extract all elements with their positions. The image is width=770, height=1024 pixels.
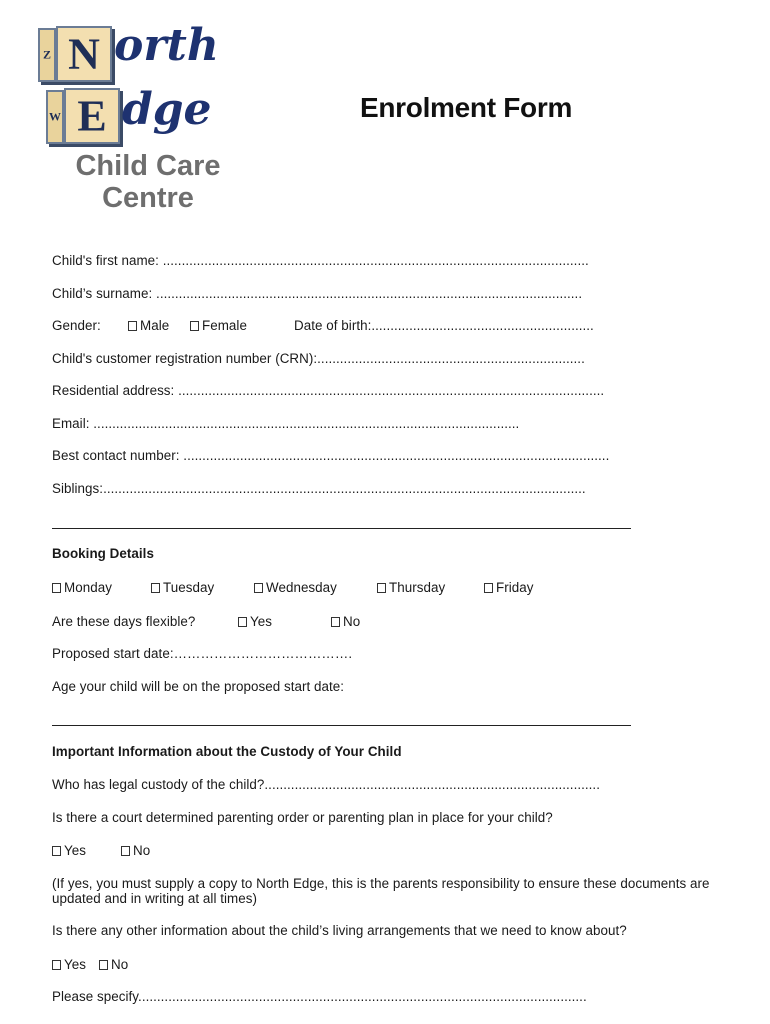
- flexible-yes-checkbox[interactable]: [238, 617, 247, 627]
- living-arrangements-question: Is there any other information about the child’s living arrangements that we need to know about?: [52, 923, 627, 938]
- start-date-field[interactable]: Proposed start date:………………………………….: [52, 646, 353, 661]
- logo-block-side-letter: W: [49, 109, 61, 124]
- gender-male-option[interactable]: [128, 318, 169, 334]
- court-yes-option[interactable]: [52, 843, 86, 859]
- thursday-checkbox[interactable]: [377, 583, 386, 593]
- contact-number-field[interactable]: Best contact number: .................................................................................................................: [52, 448, 610, 463]
- court-yes-checkbox[interactable]: [52, 846, 61, 856]
- wednesday-checkbox[interactable]: [254, 583, 263, 593]
- logo-letter-e: E: [77, 91, 107, 141]
- living-no-checkbox[interactable]: [99, 960, 108, 970]
- tuesday-checkbox[interactable]: [151, 583, 160, 593]
- monday-checkbox[interactable]: [52, 583, 61, 593]
- booking-heading: Booking Details: [52, 546, 154, 561]
- logo-script-orth: orth: [114, 20, 219, 71]
- living-yes-checkbox[interactable]: [52, 960, 61, 970]
- yes-label: Yes: [250, 614, 272, 629]
- day-option-tuesday[interactable]: [151, 580, 214, 596]
- day-label: Wednesday: [266, 580, 337, 595]
- day-option-friday[interactable]: [484, 580, 534, 596]
- logo-centre: Centre: [102, 182, 194, 214]
- living-no-option[interactable]: [99, 957, 128, 973]
- day-label: Thursday: [389, 580, 446, 595]
- siblings-field[interactable]: Siblings:................................................................................................................................: [52, 481, 586, 496]
- custody-heading: Important Information about the Custody of Your Child: [52, 744, 402, 759]
- no-label: No: [111, 957, 129, 972]
- day-option-thursday[interactable]: [377, 580, 445, 596]
- logo-script-dge: dge: [122, 84, 212, 135]
- address-field[interactable]: Residential address: .................................................................................................................: [52, 383, 605, 398]
- form-title: Enrolment Form: [360, 92, 573, 123]
- logo-letter-n: N: [68, 29, 100, 79]
- day-label: Tuesday: [163, 580, 215, 595]
- flexible-no-checkbox[interactable]: [331, 617, 340, 627]
- logo-child-care: Child Care: [75, 150, 221, 182]
- logo-block-e: [46, 90, 64, 144]
- flexible-question: Are these days flexible?: [52, 614, 196, 629]
- logo-block-n: [38, 28, 56, 82]
- logo-block-e-front: [64, 88, 120, 144]
- yes-label: Yes: [64, 957, 86, 972]
- court-order-question: Is there a court determined parenting order or parenting plan in place for your child?: [52, 810, 553, 825]
- please-specify-field[interactable]: Please specify.......................................................................................................................: [52, 989, 587, 1004]
- flexible-no-option[interactable]: [331, 614, 360, 630]
- flexible-yes-option[interactable]: [238, 614, 272, 630]
- gender-female-option[interactable]: [190, 318, 247, 334]
- court-no-checkbox[interactable]: [121, 846, 130, 856]
- legal-custody-field[interactable]: Who has legal custody of the child?.........................................................................................: [52, 777, 600, 792]
- no-label: No: [133, 843, 151, 858]
- day-option-monday[interactable]: [52, 580, 112, 596]
- male-checkbox[interactable]: [128, 321, 137, 331]
- gender-label: Gender:: [52, 318, 101, 333]
- custody-note-line1: (If yes, you must supply a copy to North Edge, this is the parents responsibility to ensure these documents are: [52, 876, 710, 891]
- north-edge-logo: [30, 20, 270, 220]
- logo-block-n-front: [56, 26, 112, 82]
- date-of-birth-field[interactable]: Date of birth:...........................................................: [294, 318, 594, 333]
- section-divider: [52, 528, 631, 529]
- email-field[interactable]: Email: .................................................................................................................: [52, 416, 520, 431]
- yes-label: Yes: [64, 843, 86, 858]
- crn-field[interactable]: Child's customer registration number (CRN):.......................................................................: [52, 351, 585, 366]
- friday-checkbox[interactable]: [484, 583, 493, 593]
- day-option-wednesday[interactable]: [254, 580, 337, 596]
- section-divider: [52, 725, 631, 726]
- day-label: Monday: [64, 580, 112, 595]
- logo-block-side-letter: Z: [42, 47, 51, 62]
- female-checkbox[interactable]: [190, 321, 199, 331]
- custody-note-line2: updated and in writing at all times): [52, 891, 257, 906]
- court-no-option[interactable]: [121, 843, 150, 859]
- first-name-field[interactable]: Child's first name: .................................................................................................................: [52, 253, 589, 268]
- day-label: Friday: [496, 580, 534, 595]
- no-label: No: [343, 614, 361, 629]
- surname-field[interactable]: Child’s surname: .................................................................................................................: [52, 286, 583, 301]
- female-label: Female: [202, 318, 247, 333]
- male-label: Male: [140, 318, 170, 333]
- living-yes-option[interactable]: [52, 957, 86, 973]
- age-at-start-field[interactable]: Age your child will be on the proposed start date:: [52, 679, 345, 694]
